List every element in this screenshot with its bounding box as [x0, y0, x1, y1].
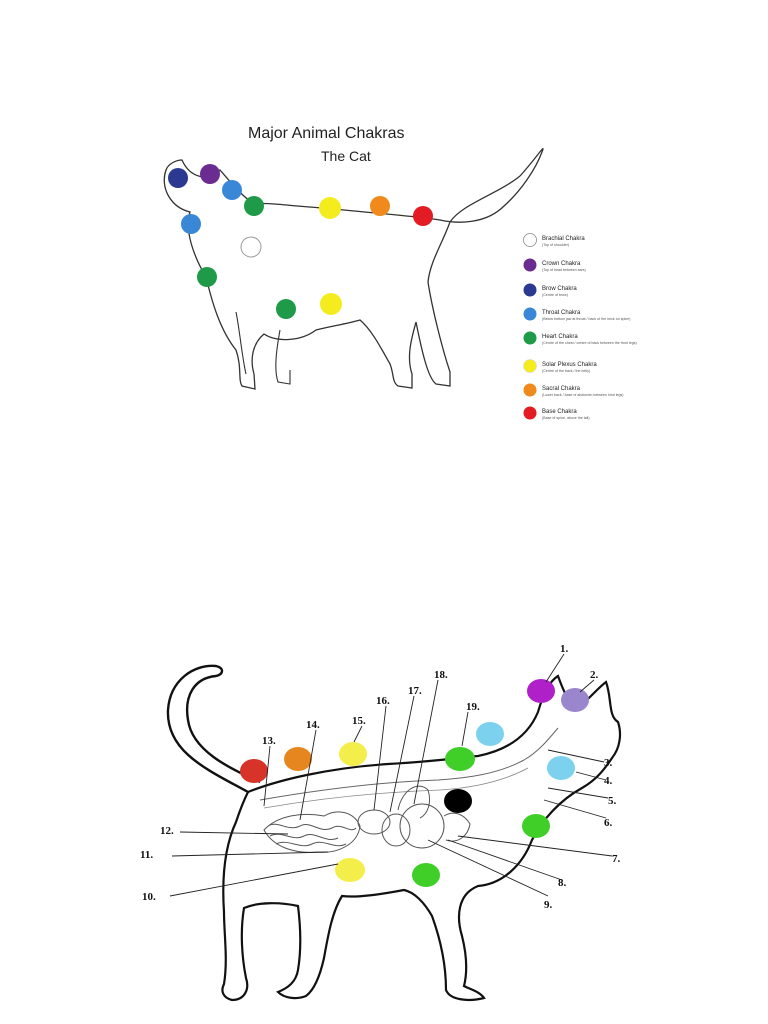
legend-item: [524, 332, 637, 346]
anatomy-label-10: 10.: [142, 891, 156, 903]
anatomy-label-5: 5.: [608, 795, 617, 807]
anatomy-label-1: 1.: [560, 643, 569, 655]
legend-desc: (Centre of the back / the belly): [542, 369, 591, 373]
legend-desc: (Centre of brow): [542, 293, 568, 297]
anatomy-label-4: 4.: [604, 775, 613, 787]
legend-name: Brow Chakra: [542, 286, 577, 292]
anatomy-dot-13: [240, 759, 268, 783]
legend-name: Heart Chakra: [542, 334, 578, 340]
legend-item: [524, 284, 578, 298]
legend-swatch: [524, 234, 537, 247]
legend-swatch: [524, 308, 537, 321]
legend-item: [524, 234, 586, 248]
top-subtitle: The Cat: [321, 148, 371, 164]
anatomy-label-7: 7.: [612, 853, 621, 865]
top-dot-crown: [200, 164, 220, 184]
top-dot-heart-upper: [244, 196, 264, 216]
anatomy-dot-6: [522, 814, 550, 838]
anatomy-dot-9: [412, 863, 440, 887]
anatomy-dot-14: [284, 747, 312, 771]
top-dot-heart-belly: [276, 299, 296, 319]
legend-desc: (Top of shoulder): [542, 243, 569, 247]
anatomy-label-11: 11.: [140, 849, 154, 861]
top-dot-heart-lower: [197, 267, 217, 287]
legend-item: [524, 308, 631, 322]
legend-desc: (Top of head between ears): [542, 268, 586, 272]
anatomy-label-17: 17.: [408, 685, 422, 697]
anatomy-dot-2: [561, 688, 589, 712]
legend-name: Brachial Chakra: [542, 236, 585, 242]
anatomy-label-6: 6.: [604, 817, 613, 829]
legend-swatch: [524, 284, 537, 297]
top-cat-svg: [150, 112, 637, 432]
anatomy-label-15: 15.: [352, 715, 366, 727]
anatomy-dot-1: [527, 679, 555, 703]
anatomy-body-outline: [222, 676, 620, 1000]
legend-desc: (Base of spine, above the tail): [542, 416, 590, 420]
anatomy-label-18: 18.: [434, 669, 448, 681]
legend-item: [524, 384, 624, 398]
legend-desc: (Centre of the chest / centre of back between the front legs): [542, 341, 637, 345]
anatomy-organs: [264, 786, 470, 852]
legend-name: Base Chakra: [542, 409, 577, 415]
top-dot-solar-belly: [320, 293, 342, 315]
anatomy-label-2: 2.: [590, 669, 599, 681]
legend-desc: (Lower back / base of abdomen between hind legs): [542, 393, 624, 397]
cat-front-leg: [236, 312, 290, 384]
anatomy-label-16: 16.: [376, 695, 390, 707]
legend-name: Solar Plexus Chakra: [542, 362, 597, 368]
anatomy-label-13: 13.: [262, 735, 276, 747]
legend-item: [524, 259, 586, 273]
cat-outline: [164, 149, 543, 389]
anatomy-dot-black: [444, 789, 472, 813]
anatomy-dot-green-18: [445, 747, 475, 771]
legend-swatch: [524, 407, 537, 420]
anatomy-dot-4: [547, 756, 575, 780]
legend-item: [524, 360, 598, 374]
bottom-cat-svg: [128, 640, 688, 1012]
anatomy-label-9: 9.: [544, 899, 553, 911]
top-title: Major Animal Chakras: [248, 125, 405, 142]
legend-desc: (Below bottom jaw at throat / back of the neck on spine): [542, 317, 631, 321]
legend-name: Throat Chakra: [542, 310, 581, 316]
legend-item: [524, 407, 590, 421]
legend: [524, 234, 637, 421]
anatomy-label-3: 3.: [604, 757, 613, 769]
legend-swatch: [524, 259, 537, 272]
anatomy-dot-19: [476, 722, 504, 746]
anatomy-label-12: 12.: [160, 825, 174, 837]
bottom-anatomy-diagram: [128, 640, 688, 1012]
anatomy-dot-10: [335, 858, 365, 882]
legend-name: Sacral Chakra: [542, 386, 581, 392]
legend-name: Crown Chakra: [542, 261, 581, 267]
anatomy-dot-15: [339, 742, 367, 766]
legend-swatch: [524, 360, 537, 373]
top-dot-throat-lower: [181, 214, 201, 234]
top-dot-solar-upper: [319, 197, 341, 219]
top-dot-sacral: [370, 196, 390, 216]
anatomy-label-19: 19.: [466, 701, 480, 713]
legend-swatch: [524, 384, 537, 397]
top-chakra-diagram: [150, 112, 637, 432]
anatomy-label-8: 8.: [558, 877, 567, 889]
top-dot-base: [413, 206, 433, 226]
legend-swatch: [524, 332, 537, 345]
anatomy-label-14: 14.: [306, 719, 320, 731]
top-dot-throat-upper: [222, 180, 242, 200]
top-dot-brow: [168, 168, 188, 188]
top-dot-brachial: [241, 237, 261, 257]
